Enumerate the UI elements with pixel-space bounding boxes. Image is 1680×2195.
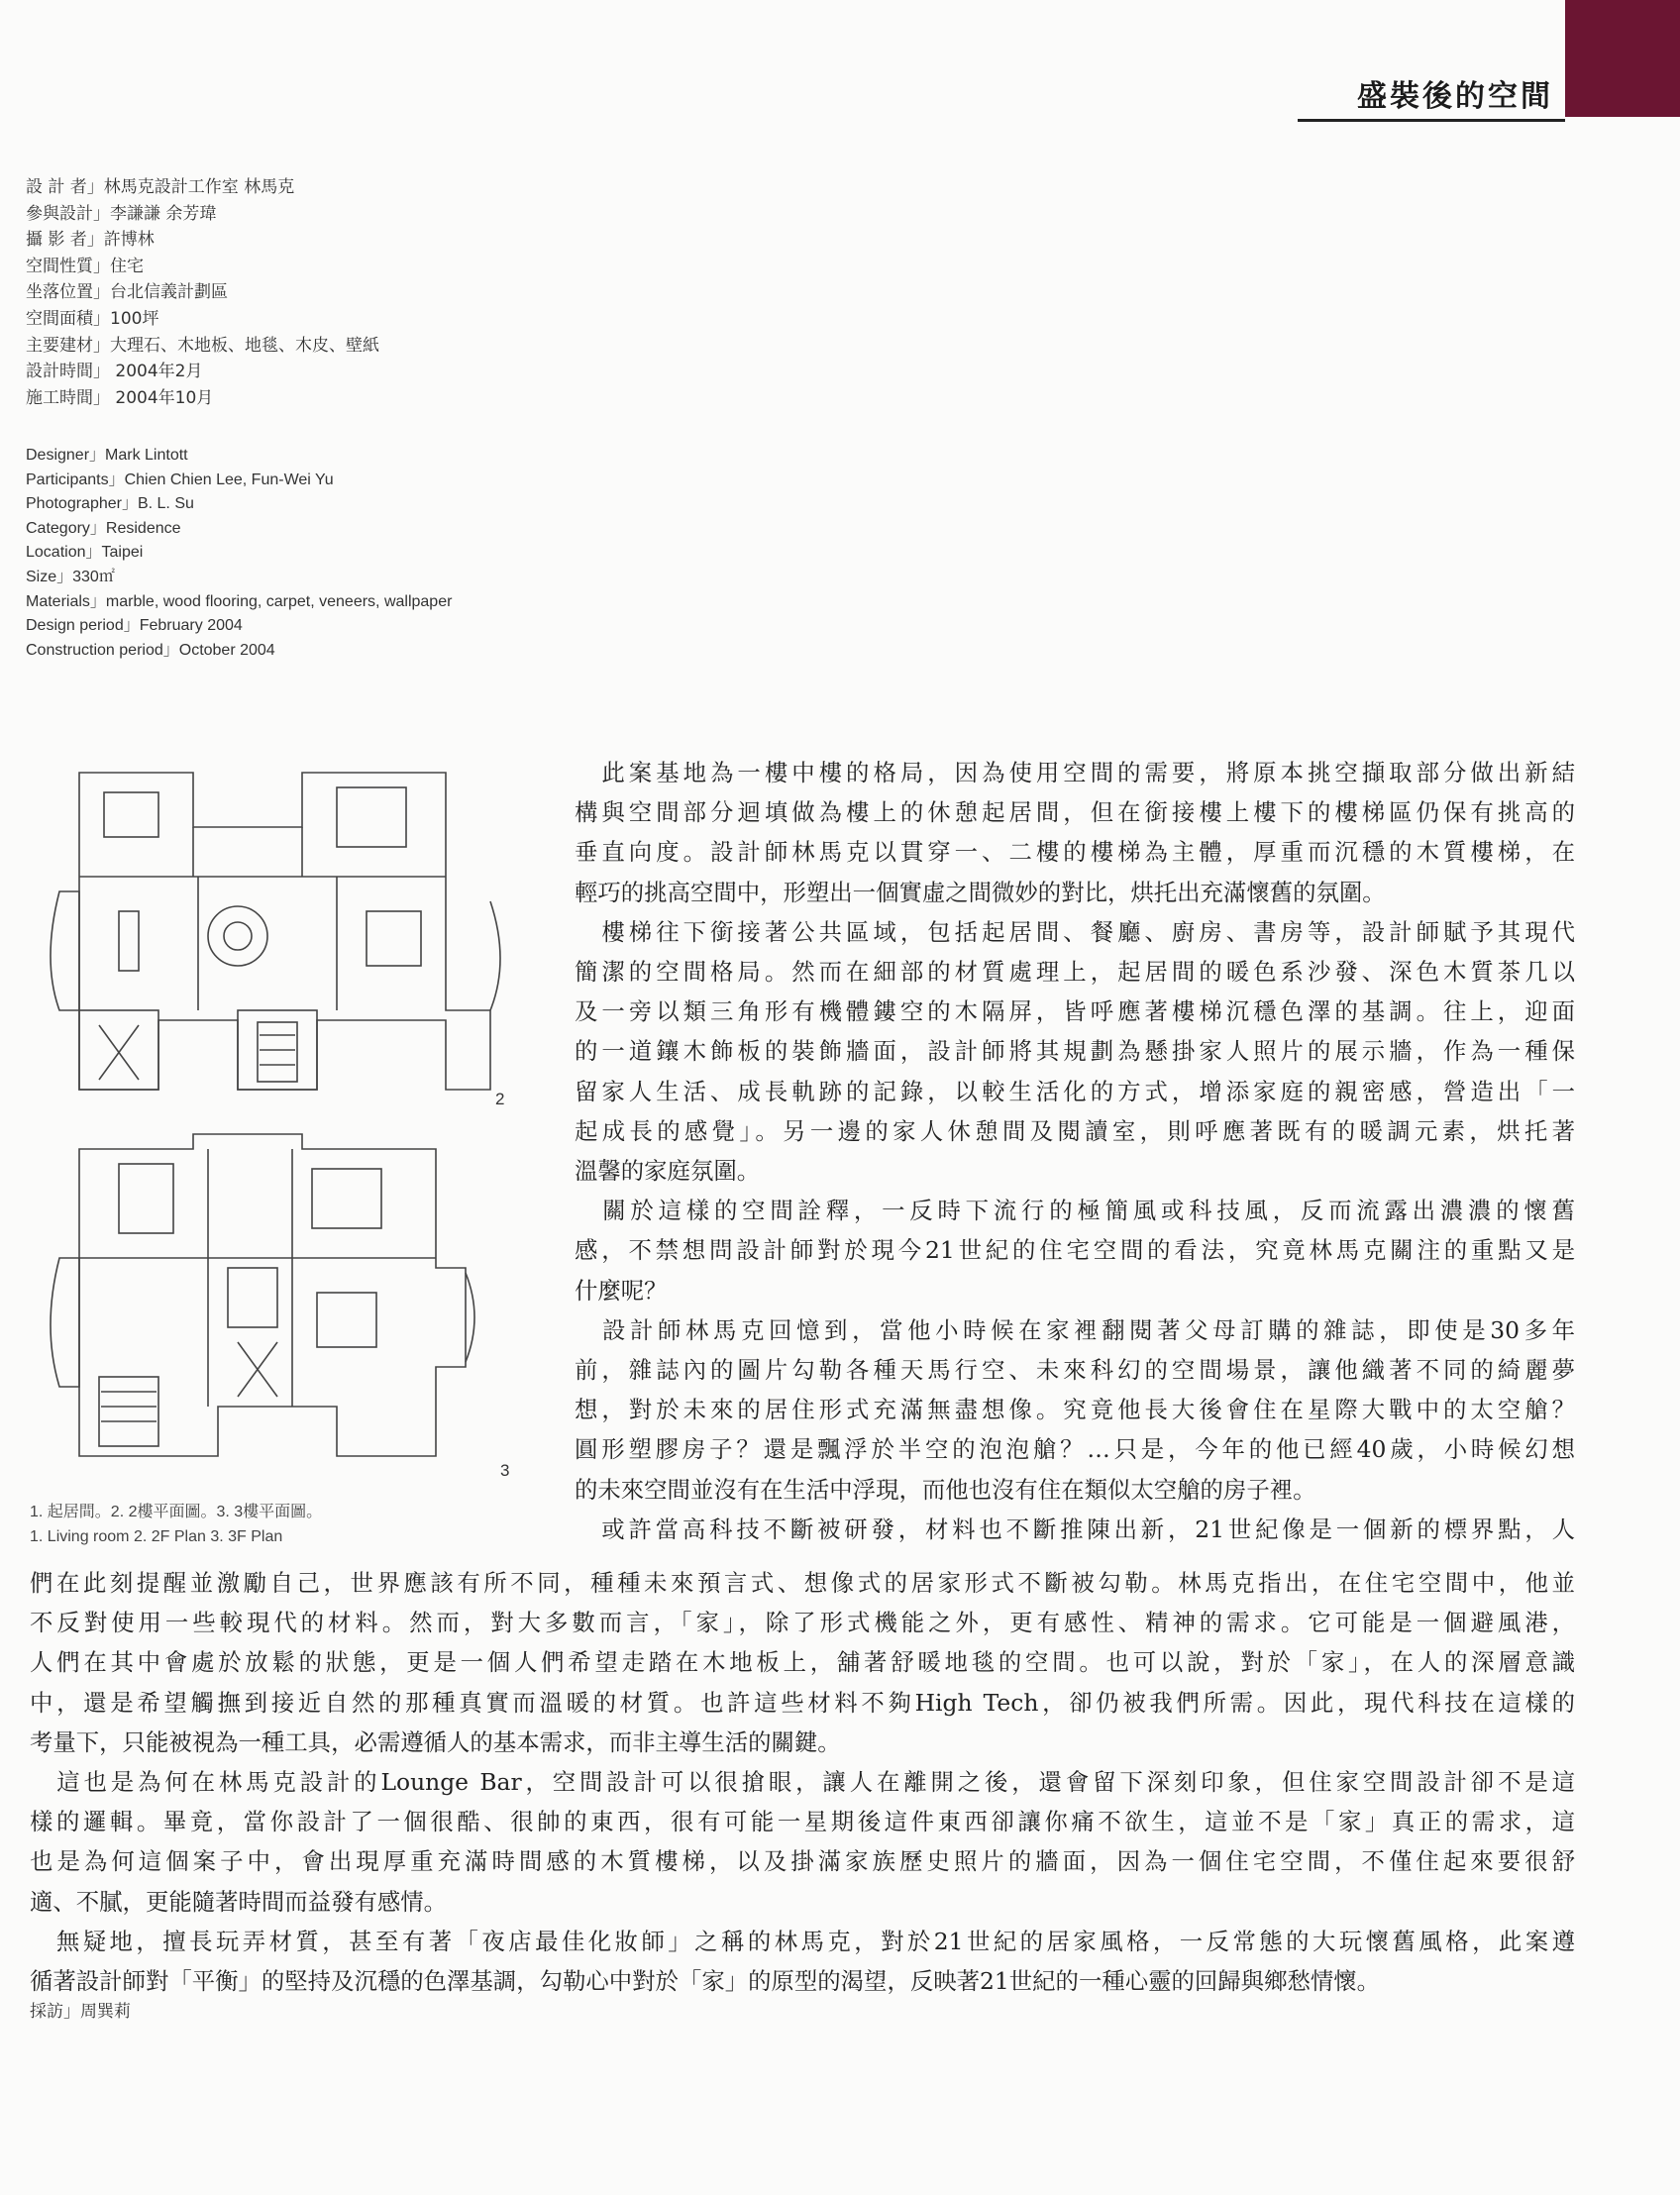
caption-zh: 1. 起居間。2. 2樓平面圖。3. 3樓平面圖。 <box>30 1504 323 1520</box>
credit-row: 設計時間」 2004年2月 <box>26 362 203 382</box>
credit-row: Category」Residence <box>26 519 181 537</box>
article-line: 不反對使用一些較現代的材料。然而，對大多數而言，「家」，除了形式機能之外，更有感性、精神的需求。它可能是一個避風港， <box>30 1609 1575 1637</box>
credit-row: Design period」February 2004 <box>26 617 243 635</box>
plan-label-2: 2 <box>495 1090 505 1108</box>
article-line: 無疑地，擅長玩弄材質，甚至有著「夜店最佳化妝師」之稱的林馬克，對於21世紀的居家風格，一反常態的大玩懷舊風格，此案遵 <box>30 1927 1575 1955</box>
article-line: 此案基地為一樓中樓的格局，因為使用空間的需要，將原本挑空擷取部分做出新結 <box>575 759 1575 786</box>
article-line: 留家人生活、成長軌跡的記錄，以較生活化的方式，增添家庭的親密感，營造出「一 <box>575 1077 1575 1105</box>
article-line: 前，雜誌內的圖片勾勒各種天馬行空、未來科幻的空間場景，讓他織著不同的綺麗夢 <box>575 1356 1575 1385</box>
credit-row: 空間性質」住宅 <box>26 256 144 276</box>
article-line: 或許當高科技不斷被研發，材料也不斷推陳出新，21世紀像是一個新的標界點，人 <box>575 1515 1575 1543</box>
floor-plan-3f <box>51 1134 474 1456</box>
article-line: 垂直向度。設計師林馬克以貫穿一、二樓的樓梯為主體，厚重而沉穩的木質樓梯，在 <box>575 838 1575 867</box>
article-line: 們在此刻提醒並激勵自己，世界應該有所不同，種種未來預言式、想像式的居家形式不斷被勾勒。林馬克指出，在住宅空間中，他並 <box>30 1569 1575 1597</box>
article-line: 人們在其中會處於放鬆的狀態，更是一個人們希望走踏在木地板上，舖著舒暖地毯的空間。也可以說，對於「家」，在人的深層意識 <box>30 1648 1575 1677</box>
article-line: 及一旁以類三角形有機體鏤空的木隔屏，皆呼應著樓梯沉穩色澤的基調。往上，迎面 <box>575 997 1575 1026</box>
article-line: 圓形塑膠房子？還是飄浮於半空的泡泡艙？…只是，今年的他已經40歲，小時候幻想 <box>575 1435 1575 1464</box>
article-line: 起成長的感覺」。另一邊的家人休憩間及閱讀室，則呼應著既有的暖調元素，烘托著 <box>575 1116 1575 1145</box>
credit-row: 主要建材」大理石、木地板、地毯、木皮、壁紙 <box>26 335 379 356</box>
credit-row: 空間面積」100坪 <box>26 308 159 329</box>
article-column-right <box>575 753 1575 1549</box>
interviewer-credit: 採訪」周巽莉 <box>30 2002 131 2022</box>
credit-row: Size」330㎡ <box>26 568 115 585</box>
article-line: 循著設計師對「平衡」的堅持及沉穩的色澤基調，勾勒心中對於「家」的原型的渴望，反映著21世紀的一種心靈的回歸與鄉愁情懷。 <box>30 1967 1381 1996</box>
article-line: 感，不禁想問設計師對於現今21世紀的住宅空間的看法，究竟林馬克關注的重點又是 <box>575 1236 1575 1265</box>
credit-row: 施工時間」 2004年10月 <box>26 387 214 408</box>
credits-chinese <box>26 174 580 411</box>
floor-plans <box>40 763 545 1496</box>
credit-row: 設 計 者」林馬克設計工作室 林馬克 <box>26 177 295 197</box>
credits-english <box>26 444 620 663</box>
article-line: 關於這樣的空間詮釋，一反時下流行的極簡風或科技風，反而流露出濃濃的懷舊 <box>575 1197 1575 1225</box>
credit-row: Designer」Mark Lintott <box>26 447 188 464</box>
article-line: 簡潔的空間格局。然而在細部的材質處理上，起居間的暖色系沙發、深色木質茶几以 <box>575 958 1575 987</box>
article-line: 的一道鑲木飾板的裝飾牆面，設計師將其規劃為懸掛家人照片的展示牆，作為一種保 <box>575 1037 1575 1066</box>
credit-row: Participants」Chien Chien Lee, Fun-Wei Yu <box>26 470 334 488</box>
article-line: 中，還是希望觸撫到接近自然的那種真實而溫暖的材質。也許這些材料不夠High Tech，卻仍被我們所需。因此，現代科技在這樣的 <box>30 1688 1575 1717</box>
article-column-full <box>30 1563 1575 2001</box>
article-line: 溫馨的家庭氛圍。 <box>575 1157 761 1186</box>
plan-label-3: 3 <box>500 1461 510 1480</box>
article-line: 這也是為何在林馬克設計的Lounge Bar，空間設計可以很搶眼，讓人在離開之後，還會留下深刻印象，但住家空間設計卻不是這 <box>30 1768 1575 1797</box>
article-line: 設計師林馬克回憶到，當他小時候在家裡翻閱著父母訂購的雜誌，即使是30多年 <box>575 1315 1575 1344</box>
credit-row: 攝 影 者」許博林 <box>26 230 155 251</box>
color-tab <box>1565 0 1680 117</box>
article-line: 想，對於未來的居住形式充滿無盡想像。究竟他長大後會住在星際大戰中的太空艙？ <box>575 1396 1575 1424</box>
article-line: 適、不膩，更能隨著時間而益發有感情。 <box>30 1887 448 1916</box>
credit-row: Photographer」B. L. Su <box>26 495 194 513</box>
credit-row: Location」Taipei <box>26 544 144 562</box>
article-line: 樣的邏輯。畢竟，當你設計了一個很酷、很帥的東西，很有可能一星期後這件東西卻讓你痛不欲生，這並不是「家」真正的需求，這 <box>30 1808 1575 1836</box>
article-line: 輕巧的挑高空間中，形塑出一個實虛之間微妙的對比，烘托出充滿懷舊的氛圍。 <box>575 878 1386 906</box>
caption-en: 1. Living room 2. 2F Plan 3. 3F Plan <box>30 1528 283 1545</box>
credit-row: Construction period」October 2004 <box>26 641 275 659</box>
figure-caption <box>30 1500 545 1549</box>
article-line: 考量下，只能被視為一種工具，必需遵循人的基本需求，而非主導生活的關鍵。 <box>30 1727 841 1756</box>
article-line: 也是為何這個案子中，會出現厚重充滿時間感的木質樓梯，以及掛滿家族歷史照片的牆面，因為一個住宅空間，不僅住起來要很舒 <box>30 1847 1575 1876</box>
floor-plan-2f <box>51 773 500 1090</box>
article-line: 什麼呢？ <box>575 1276 668 1305</box>
article-line: 的未來空間並沒有在生活中浮現，而他也沒有住在類似太空艙的房子裡。 <box>575 1475 1316 1504</box>
article-line: 構與空間部分迴填做為樓上的休憩起居間，但在銜接樓上樓下的樓梯區仍保有挑高的 <box>575 798 1575 827</box>
credit-row: 參與設計」李謙謙 余芳瑋 <box>26 203 217 224</box>
section-title: 盛裝後的空間 <box>1357 79 1553 114</box>
credit-row: 坐落位置」台北信義計劃區 <box>26 282 228 303</box>
article-line: 樓梯往下銜接著公共區域，包括起居間、餐廳、廚房、書房等，設計師賦予其現代 <box>575 917 1575 946</box>
header-rule <box>1298 119 1565 122</box>
floor-plan-drawings <box>40 763 545 1496</box>
credit-row: Materials」marble, wood flooring, carpet, veneers, wallpaper <box>26 592 453 610</box>
